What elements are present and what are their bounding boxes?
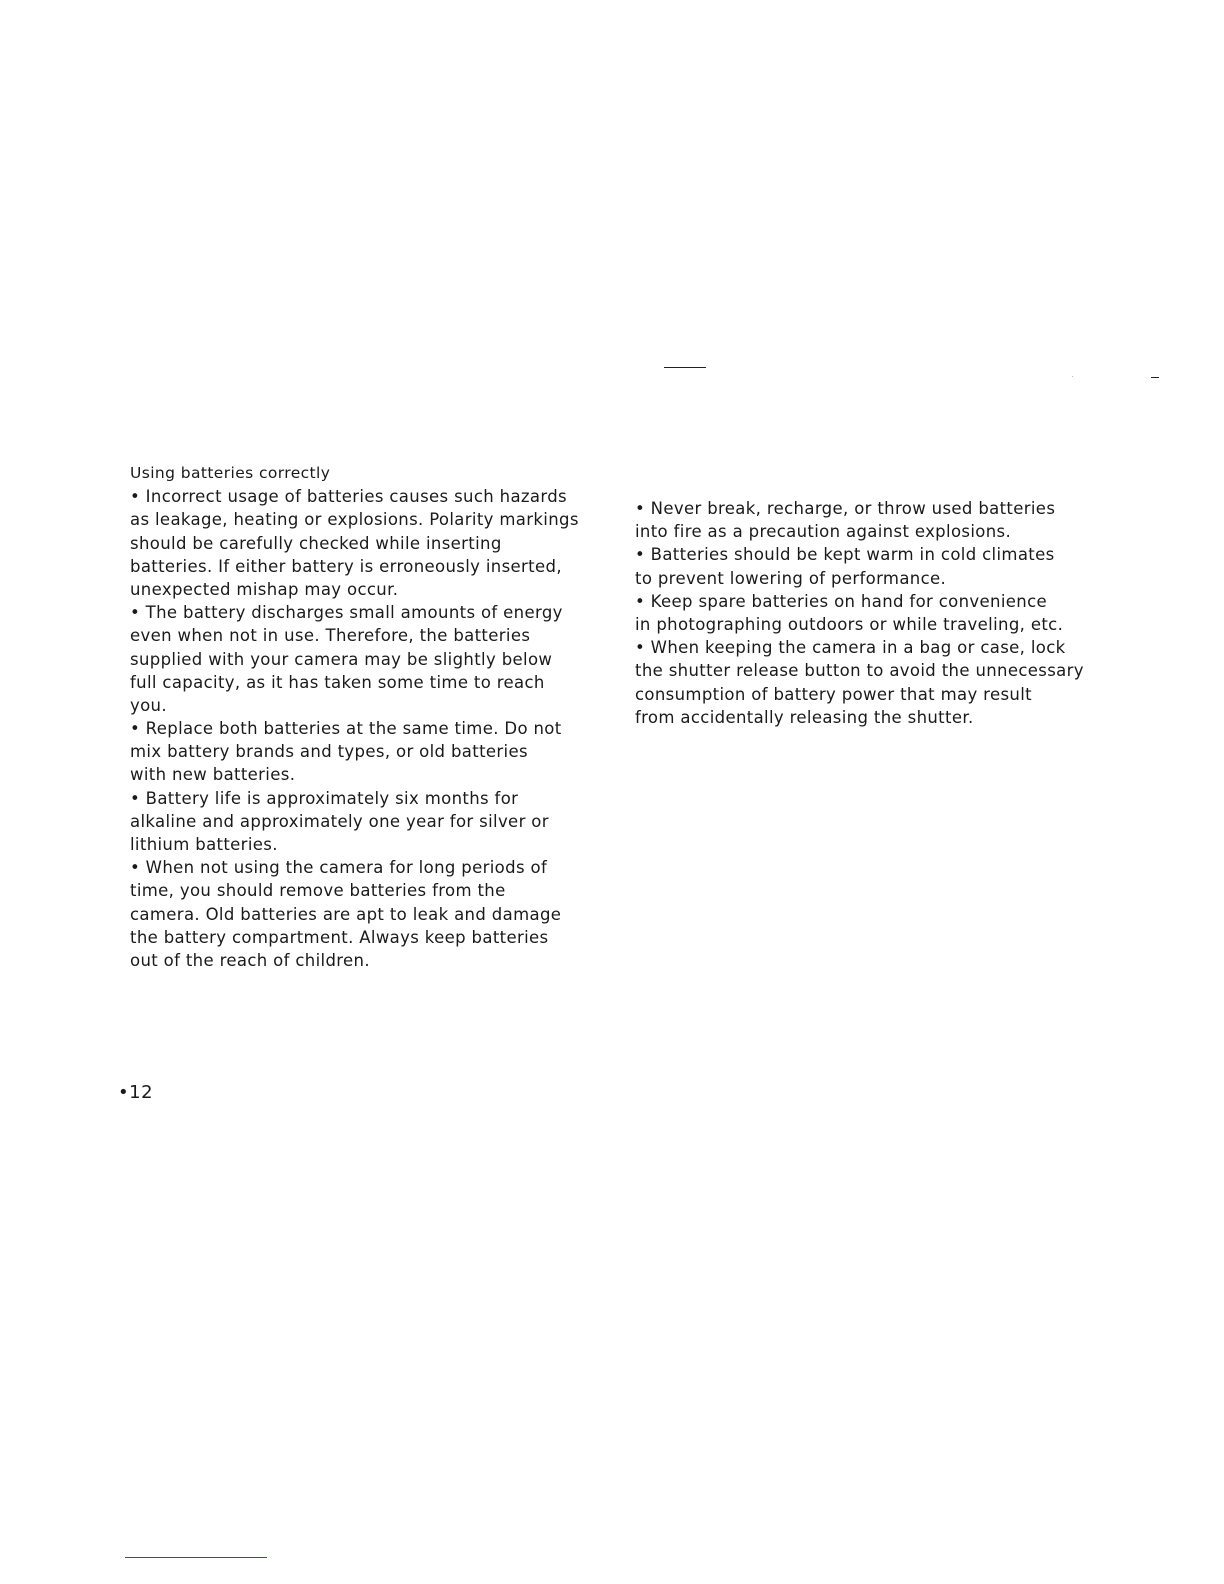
text-line: • The battery discharges small amounts of energy xyxy=(130,603,563,623)
scan-speck xyxy=(1072,376,1073,377)
text-line: time, you should remove batteries from the xyxy=(130,881,506,901)
text-line: with new batteries. xyxy=(130,765,296,785)
text-line: out of the reach of children. xyxy=(130,950,370,970)
scan-mark xyxy=(1151,377,1159,378)
scan-mark xyxy=(664,367,706,368)
text-line: supplied with your camera may be slightly below xyxy=(130,649,553,669)
text-line: alkaline and approximately one year for silver or xyxy=(130,811,549,831)
text-line: • Batteries should be kept warm in cold climates xyxy=(635,545,1055,565)
text-line: • When keeping the camera in a bag or case, lock xyxy=(635,638,1066,658)
section-heading: Using batteries correctly xyxy=(130,464,331,482)
text-line: the battery compartment. Always keep batteries xyxy=(130,927,549,947)
text-line: • Battery life is approximately six months for xyxy=(130,788,519,808)
text-line: unexpected mishap may occur. xyxy=(130,579,399,599)
left-column xyxy=(130,462,579,972)
text-line: consumption of battery power that may result xyxy=(635,684,1032,704)
text-line: mix battery brands and types, or old batteries xyxy=(130,742,528,762)
text-line: even when not in use. Therefore, the batteries xyxy=(130,626,531,646)
page-number: •12 xyxy=(118,1082,154,1103)
text-line: • Replace both batteries at the same time. Do not xyxy=(130,719,562,739)
text-line: full capacity, as it has taken some time to reach xyxy=(130,672,545,692)
text-line: lithium batteries. xyxy=(130,835,278,854)
text-line: as leakage, heating or explosions. Polarity markings xyxy=(130,510,579,530)
right-column xyxy=(635,497,1084,729)
text-line: to prevent lowering of performance. xyxy=(635,568,947,588)
text-line: in photographing outdoors or while traveling, etc. xyxy=(635,614,1064,634)
text-line: • When not using the camera for long periods of xyxy=(130,858,548,878)
text-line: camera. Old batteries are apt to leak and damage xyxy=(130,904,562,924)
text-line: the shutter release button to avoid the unnecessary xyxy=(635,661,1084,681)
text-line: batteries. If either battery is erroneously inserted, xyxy=(130,556,562,576)
text-line: • Never break, recharge, or throw used batteries xyxy=(635,499,1056,518)
footer-rule xyxy=(125,1557,267,1558)
text-line: should be carefully checked while inserting xyxy=(130,533,502,553)
text-line: into fire as a precaution against explosions. xyxy=(635,522,1012,542)
text-line: you. xyxy=(130,695,167,715)
text-line: from accidentally releasing the shutter. xyxy=(635,707,974,727)
text-line: • Incorrect usage of batteries causes such hazards xyxy=(130,487,568,507)
text-line: • Keep spare batteries on hand for convenience xyxy=(635,591,1048,611)
